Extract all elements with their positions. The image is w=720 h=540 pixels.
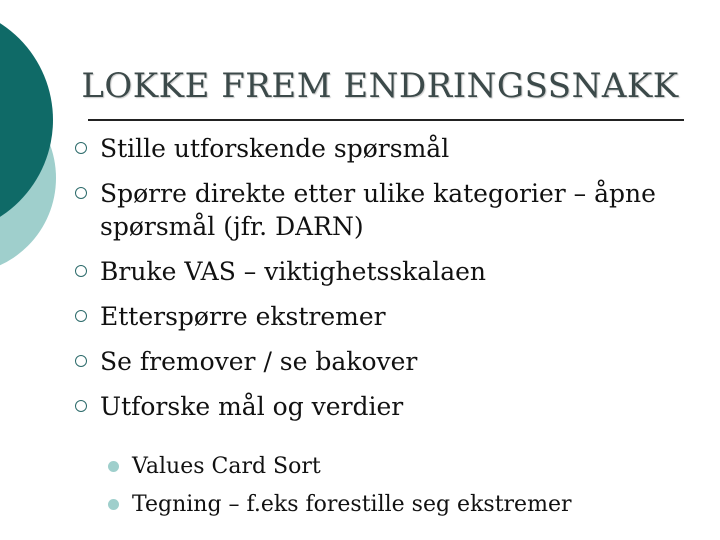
decorative-circles	[0, 0, 70, 290]
ring-bullet-icon	[75, 355, 87, 367]
bullet-item	[74, 177, 660, 243]
bullet-text: Utforske mål og verdier	[100, 392, 404, 421]
bullet-list	[74, 132, 660, 435]
bullet-text: Bruke VAS – viktighetsskalaen	[100, 257, 487, 286]
ring-bullet-icon	[75, 187, 87, 199]
dot-bullet-icon	[108, 461, 119, 472]
ring-bullet-icon	[75, 142, 87, 154]
sub-bullet-text: Tegning – f.eks forestille seg ekstremer	[132, 492, 572, 517]
bullet-item	[74, 132, 660, 165]
slide-title: LOKKE FREM ENDRINGSSNAKK	[81, 66, 679, 106]
sub-bullet-item	[108, 486, 571, 524]
ring-bullet-icon	[75, 400, 87, 412]
bullet-text: Spørre direkte etter ulike kategorier – åpne spørsmål (jfr. DARN)	[100, 179, 656, 241]
sub-bullet-item	[108, 448, 571, 486]
bullet-text: Se fremover / se bakover	[100, 347, 418, 376]
sub-bullet-list	[108, 448, 571, 524]
title-underline	[88, 119, 684, 121]
sub-bullet-text: Values Card Sort	[132, 454, 321, 479]
bullet-item	[74, 300, 660, 333]
ring-bullet-icon	[75, 265, 87, 277]
ring-bullet-icon	[75, 310, 87, 322]
bullet-item	[74, 390, 660, 423]
bullet-item	[74, 255, 660, 288]
bullet-text: Stille utforskende spørsmål	[100, 134, 450, 163]
bullet-item	[74, 345, 660, 378]
bullet-text: Etterspørre ekstremer	[100, 302, 386, 331]
dot-bullet-icon	[108, 499, 119, 510]
